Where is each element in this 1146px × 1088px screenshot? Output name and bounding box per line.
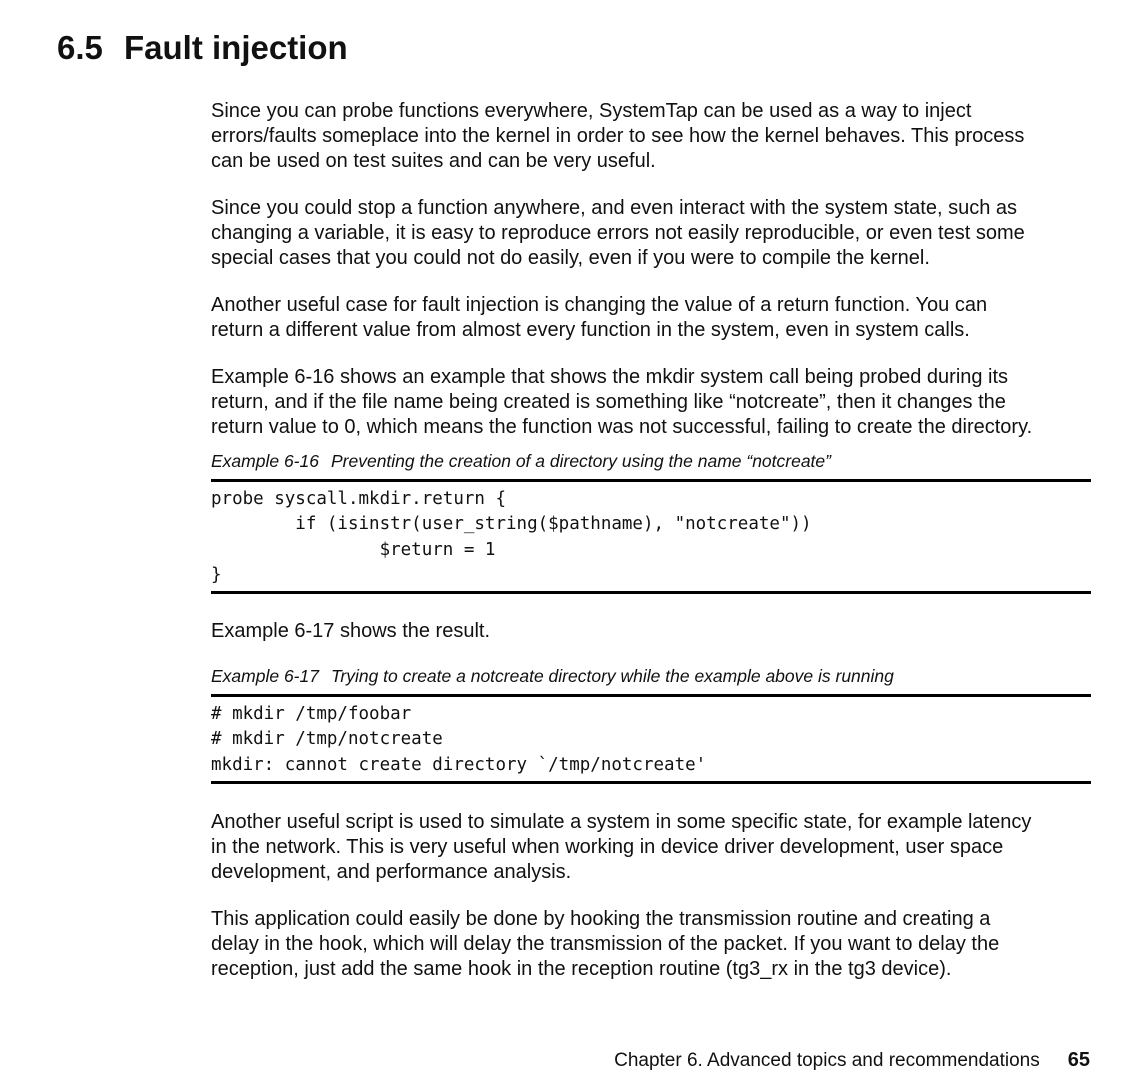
- code-line: }: [211, 564, 222, 585]
- paragraph-6: Another useful script is used to simulate a system in some specific state, for example latency in the network. This is very useful when working in device driver development, user space development, and performance analysis.: [211, 811, 1032, 884]
- code-line: if (isinstr(user_string($pathname), "notcreate")): [211, 514, 812, 535]
- page-footer: [614, 1047, 1090, 1074]
- section-number: 6.5: [57, 29, 103, 66]
- example-16-label: Example 6-16: [211, 451, 319, 471]
- paragraph-2: Since you could stop a function anywhere, and even interact with the system state, such as changing a variable, it is easy to reproduce errors not easily reproducible, or even test some special cases that you could not do easily, even if you were to compile the kernel.: [211, 197, 1025, 269]
- code-line: # mkdir /tmp/notcreate: [211, 729, 443, 750]
- example-17-caption: [211, 664, 1091, 688]
- code-line: mkdir: cannot create directory `/tmp/notcreate': [211, 754, 707, 775]
- paragraph-1: Since you can probe functions everywhere, SystemTap can be used as a way to inject errors/faults someplace into the kernel in order to see how the kernel behaves. This process can be used on test suites and can be very useful.: [211, 100, 1025, 172]
- code-line: # mkdir /tmp/foobar: [211, 704, 412, 725]
- example-16-caption: [211, 449, 1091, 473]
- footer-chapter-title: Chapter 6. Advanced topics and recommendations: [614, 1050, 1040, 1071]
- example-16-code: [211, 479, 1091, 594]
- page-number: 65: [1067, 1049, 1090, 1071]
- section-title: Fault injection: [124, 29, 348, 66]
- paragraph-5: Example 6-17 shows the result.: [211, 620, 491, 643]
- code-line: probe syscall.mkdir.return {: [211, 489, 507, 509]
- body-content: [211, 99, 1091, 982]
- example-17-label: Example 6-17: [211, 666, 319, 687]
- section-heading: [57, 28, 348, 68]
- paragraph-3: Another useful case for fault injection is changing the value of a return function. You can return a different value from almost every function in the system, even in system calls.: [211, 294, 988, 341]
- paragraph-7: This application could easily be done by hooking the transmission routine and creating a delay in the hook, which will delay the transmission of the packet. If you want to delay the reception, just add the same hook in the reception routine (tg3_rx in the tg3 device).: [211, 908, 1000, 981]
- example-17-title: Trying to create a notcreate directory while the example above is running: [330, 666, 894, 687]
- example-16-title: Preventing the creation of a directory using the name “notcreate”: [330, 451, 831, 471]
- paragraph-4: Example 6-16 shows an example that shows the mkdir system call being probed during its return, and if the file name being created is something like “notcreate”, then it changes the return value to 0, which means the function was not successful, failing to create the directory.: [211, 366, 1033, 438]
- code-line: $return = 1: [211, 539, 496, 560]
- example-17-code: [211, 694, 1091, 784]
